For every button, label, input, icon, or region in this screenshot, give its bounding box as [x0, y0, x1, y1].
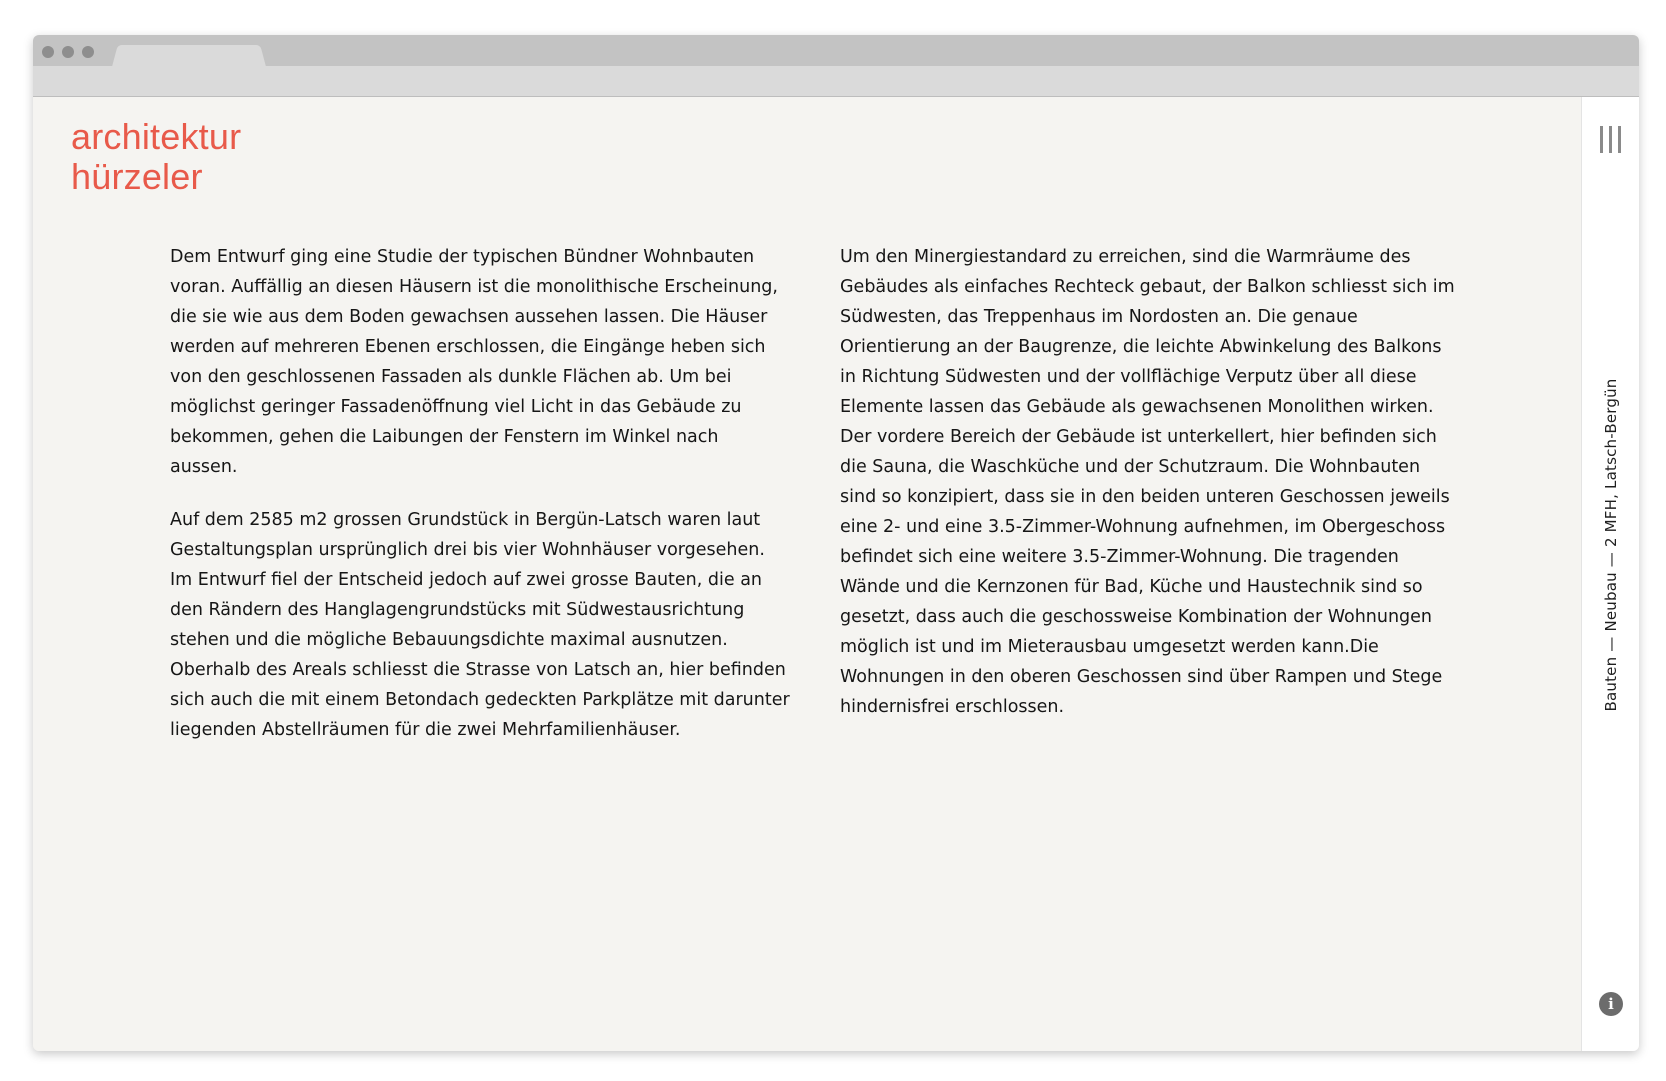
logo-line-2: hürzeler [71, 156, 203, 197]
browser-window [33, 35, 1639, 1051]
right-sidebar [1581, 97, 1639, 1051]
info-icon[interactable]: i [1599, 992, 1623, 1016]
article-paragraph: Um den Minergiestandard zu erreichen, sind die Warmräume des Gebäudes als einfaches Rechteck gebaut, der Balkon schliesst sich im Südwesten, das Treppenhaus im Nordosten an. Die genaue Orientierung an der Baugrenze, die leichte Abwinkelung des Balkons in Richtung Südwesten und der vollflächige Verputz über all diese Elemente lassen das Gebäude als gewachsenen Monolithen wirken. Der vordere Bereich der Gebäude ist unterkellert, hier befinden sich die Sauna, die Waschküche und der Schutzraum. Die Wohnbauten sind so konzipiert, dass sie in den beiden unteren Geschossen jeweils eine 2- und eine 3.5-Zimmer-Wohnung aufnehmen, im Obergeschoss befindet sich eine weitere 3.5-Zimmer-Wohnung. Die tragenden Wände und die Kernzonen für Bad, Küche und Haustechnik sind so gesetzt, dass auch die geschossweise Kombination der Wohnungen möglich ist und im Mieterausbau umgesetzt werden kann.Die Wohnungen in den oberen Geschossen sind über Rampen und Stege hindernisfrei erschlossen. [840, 247, 1455, 717]
browser-toolbar [33, 66, 1639, 97]
page-content [33, 97, 1581, 1051]
article-paragraph: Auf dem 2585 m2 grossen Grundstück in Bergün-Latsch waren laut Gestaltungsplan ursprünglich drei bis vier Wohnhäuser vorgesehen. Im Entwurf fiel der Entscheid jedoch auf zwei grosse Bauten, die an den Rändern des Hanglagengrundstücks mit Südwestausrichtung stehen und die mögliche Bebauungsdichte maximal ausnutzen. Oberhalb des Areals schliesst die Strasse von Latsch an, hier befinden sich auch die mit einem Betondach gedeckten Parkplätze mit darunter liegenden Abstellräumen für die zwei Mehrfamilienhäuser. [170, 510, 790, 740]
logo-line-1: architektur [71, 116, 242, 157]
window-zoom-button[interactable] [82, 46, 94, 58]
menu-bars-icon[interactable] [1599, 126, 1623, 154]
article-column-left [170, 242, 790, 768]
browser-tab[interactable] [121, 45, 257, 66]
window-minimize-button[interactable] [62, 46, 74, 58]
site-logo[interactable] [71, 117, 241, 197]
window-close-button[interactable] [42, 46, 54, 58]
browser-tab-strip [33, 35, 1639, 66]
breadcrumb: Bauten — Neubau — 2 MFH, Latsch-Bergün [1602, 378, 1620, 712]
article-column-right [840, 242, 1460, 745]
article-paragraph: Dem Entwurf ging eine Studie der typischen Bündner Wohnbauten voran. Auffällig an diesen Häusern ist die monolithische Erscheinung, die sie wie aus dem Boden gewachsen aussehen lassen. Die Häuser werden auf mehreren Ebenen erschlossen, die Eingänge heben sich von den geschlossenen Fassaden als dunkle Flächen ab. Um bei möglichst geringer Fassadenöffnung viel Licht in das Gebäude zu bekommen, gehen die Laibungen der Fenstern im Winkel nach aussen. [170, 247, 778, 477]
